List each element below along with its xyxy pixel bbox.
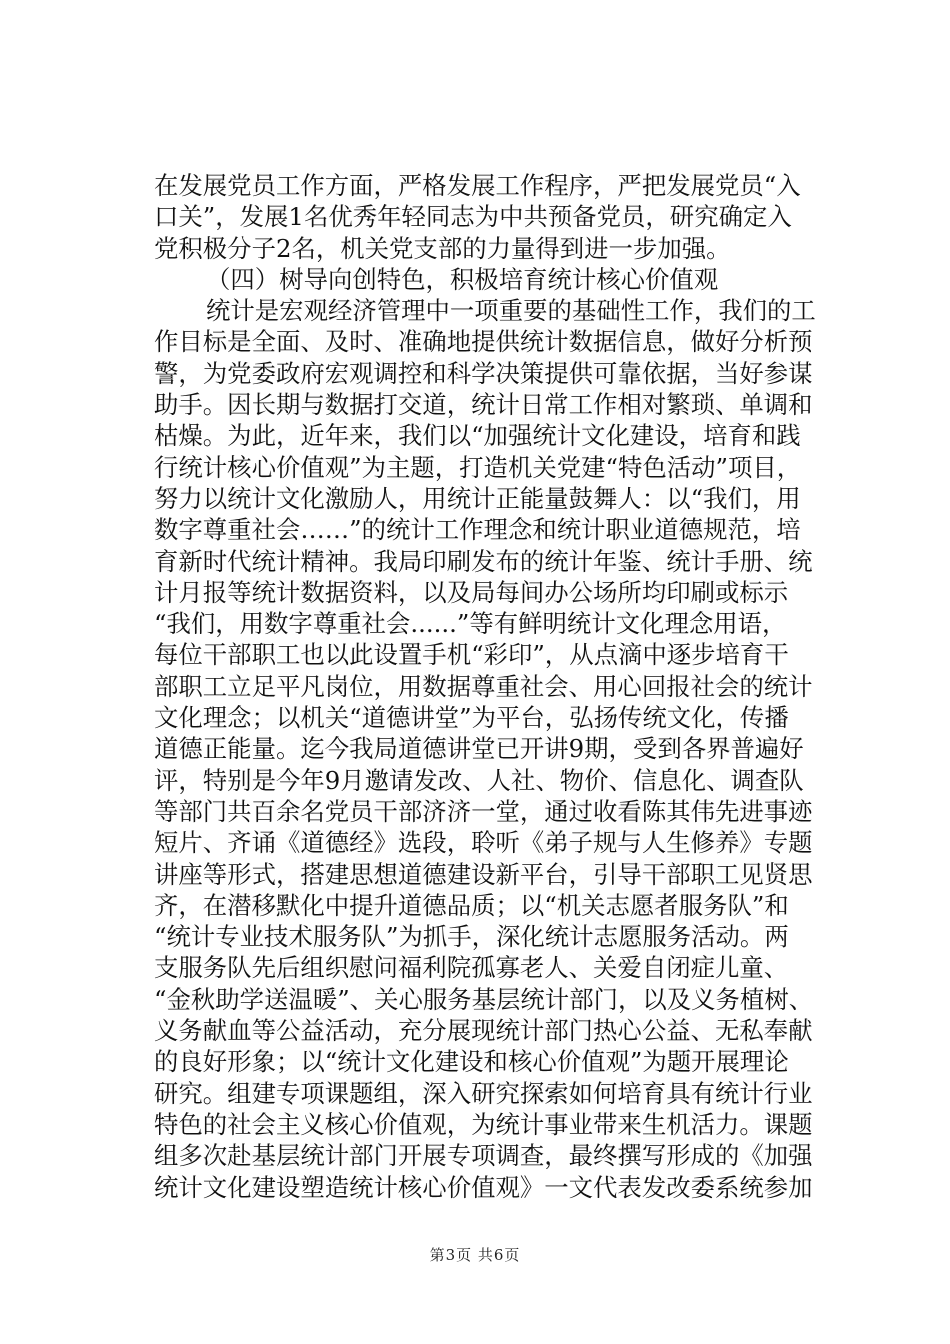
text-line: 党积极分子2名，机关党支部的力量得到进一步加强。 (154, 233, 731, 263)
text-line: 枯燥。为此，近年来，我们以“加强统计文化建设，培育和践 (154, 421, 801, 451)
text-line: 在发展党员工作方面，严格发展工作程序，严把发展党员“入 (154, 171, 801, 200)
text-line: 助手。因长期与数据打交道，统计日常工作相对繁琐、单调和 (154, 390, 813, 420)
text-line: 评，特别是今年9月邀请发改、人社、物价、信息化、调查队 (154, 765, 804, 795)
text-line: 短片、齐诵《道德经》选段，聆听《弟子规与人生修养》专题 (154, 828, 813, 858)
text-line: 部职工立足平凡岗位，用数据尊重社会、用心回报社会的统计 (154, 671, 813, 701)
text-line: 道德正能量。迄今我局道德讲堂已开讲9期，受到各界普遍好 (154, 734, 804, 764)
document-body (154, 170, 826, 1203)
text-line: 研究。组建专项课题组，深入研究探索如何培育具有统计行业 (154, 1078, 813, 1108)
text-line: 支服务队先后组织慰问福利院孤寡老人、关爱自闭症儿童、 (154, 953, 789, 983)
text-line: 行统计核心价值观”为主题，打造机关党建“特色活动”项目， (154, 452, 802, 482)
text-line: “我们，用数字尊重社会......”等有鲜明统计文化理念用语， (154, 609, 787, 639)
text-line: 义务献血等公益活动，充分展现统计部门热心公益、无私奉献 (154, 1016, 813, 1046)
text-line: 数字尊重社会……”的统计工作理念和统计职业道德规范，培 (154, 515, 801, 545)
text-line: 齐，在潜移默化中提升道德品质；以“机关志愿者服务队”和 (154, 890, 789, 920)
section-heading: （四）树导向创特色，积极培育统计核心价值观 (206, 264, 719, 294)
text-line: 组多次赴基层统计部门开展专项调查，最终撰写形成的《加强 (154, 1141, 813, 1171)
page-number-footer: 第3页 共6页 (429, 1246, 521, 1264)
text-line: 育新时代统计精神。我局印刷发布的统计年鉴、统计手册、统 (154, 546, 813, 576)
text-line: 的良好形象；以“统计文化建设和核心价值观”为题开展理论 (154, 1047, 789, 1077)
text-line: 文化理念；以机关“道德讲堂”为平台，弘扬传统文化，传播 (154, 703, 789, 733)
text-line: 统计文化建设塑造统计核心价值观》一文代表发改委系统参加 (154, 1172, 813, 1202)
text-line: 每位干部职工也以此设置手机“彩印”，从点滴中逐步培育干 (154, 640, 789, 670)
text-line: 口关”，发展1名优秀年轻同志为中共预备党员，研究确定入 (154, 202, 792, 232)
text-line: 努力以统计文化激励人，用统计正能量鼓舞人：以“我们，用 (154, 483, 801, 513)
text-line: “统计专业技术服务队”为抓手，深化统计志愿服务活动。两 (154, 922, 789, 952)
text-line: 特色的社会主义核心价值观，为统计事业带来生机活力。课题 (154, 1109, 813, 1139)
text-line: “金秋助学送温暖”、关心服务基层统计部门，以及义务植树、 (154, 984, 814, 1014)
text-line: 等部门共百余名党员干部济济一堂，通过收看陈其伟先进事迹 (154, 796, 813, 826)
text-line: 作目标是全面、及时、准确地提供统计数据信息，做好分析预 (154, 327, 813, 357)
text-line: 讲座等形式，搭建思想道德建设新平台，引导干部职工见贤思 (154, 859, 813, 889)
text-line: 计月报等统计数据资料，以及局每间办公场所均印刷或标示 (154, 577, 789, 607)
paragraph-first-line: 统计是宏观经济管理中一项重要的基础性工作，我们的工 (206, 296, 816, 326)
text-line: 警，为党委政府宏观调控和科学决策提供可靠依据，当好参谋 (154, 358, 813, 388)
